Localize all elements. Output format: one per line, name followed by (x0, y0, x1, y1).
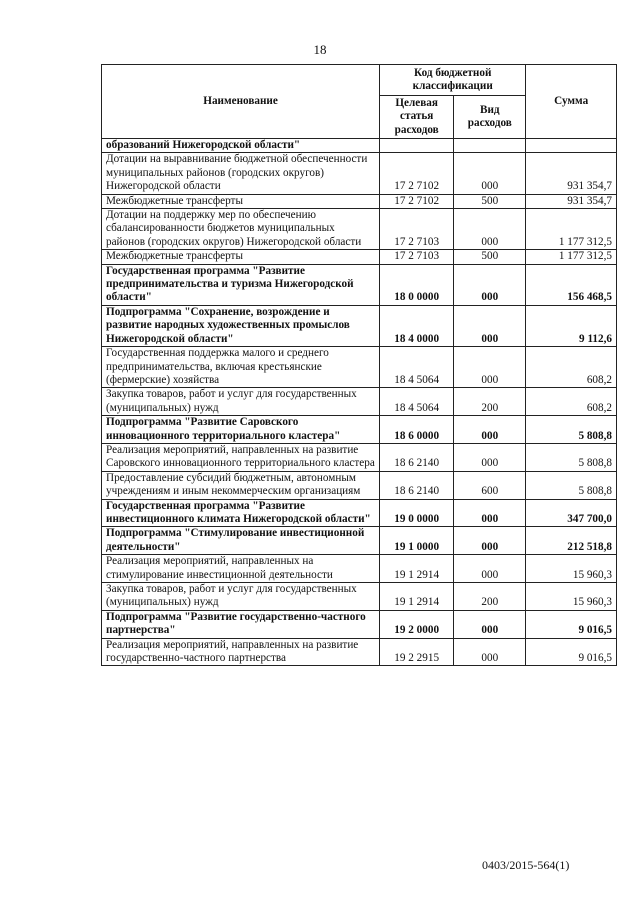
header-name: Наименование (102, 65, 380, 139)
row-target-article: 17 2 7103 (380, 250, 454, 264)
row-name: Подпрограмма "Развитие Саровского инновационного территориального кластера" (102, 416, 380, 444)
row-expense-type: 000 (454, 153, 526, 194)
row-name: Государственная программа "Развитие инвестиционного климата Нижегородской области" (102, 499, 380, 527)
header-expense-type: Вид расходов (454, 96, 526, 139)
row-name: Государственная поддержка малого и среднего предпринимательства, включая крестьянские (фермерские) хозяйства (102, 347, 380, 388)
row-expense-type: 500 (454, 250, 526, 264)
row-name: Дотации на выравнивание бюджетной обеспеченности муниципальных районов (городских округов) Нижегородской области (102, 153, 380, 194)
row-name: Подпрограмма "Стимулирование инвестиционной деятельности" (102, 527, 380, 555)
table-row (102, 638, 617, 666)
row-sum: 9 016,5 (526, 610, 617, 638)
row-target-article: 17 2 7103 (380, 209, 454, 250)
row-sum: 5 808,8 (526, 443, 617, 471)
row-target-article: 19 1 0000 (380, 527, 454, 555)
table-row (102, 583, 617, 611)
row-target-article: 19 2 2915 (380, 638, 454, 666)
table-row (102, 209, 617, 250)
row-name: Реализация мероприятий, направленных на стимулирование инвестиционной деятельности (102, 555, 380, 583)
page-number: 18 (313, 42, 327, 57)
header-code-group: Код бюджетной классификации (380, 65, 526, 96)
table-row (102, 139, 617, 153)
row-expense-type: 000 (454, 416, 526, 444)
header-target-article: Целевая статья расходов (380, 96, 454, 139)
table-row (102, 194, 617, 208)
row-sum: 9 016,5 (526, 638, 617, 666)
row-expense-type: 500 (454, 194, 526, 208)
row-expense-type: 200 (454, 583, 526, 611)
table-row (102, 443, 617, 471)
table-row (102, 499, 617, 527)
table-row (102, 471, 617, 499)
row-sum: 1 177 312,5 (526, 250, 617, 264)
row-target-article: 19 1 2914 (380, 583, 454, 611)
table-row (102, 250, 617, 264)
row-target-article: 19 0 0000 (380, 499, 454, 527)
header-row (102, 65, 617, 96)
row-name: Реализация мероприятий, направленных на развитие государственно-частного партнерства (102, 638, 380, 666)
row-sum: 931 354,7 (526, 194, 617, 208)
row-sum (526, 139, 617, 153)
row-name: Межбюджетные трансферты (102, 194, 380, 208)
row-target-article: 19 1 2914 (380, 555, 454, 583)
table-row (102, 527, 617, 555)
row-expense-type: 000 (454, 209, 526, 250)
row-target-article: 17 2 7102 (380, 153, 454, 194)
row-target-article: 17 2 7102 (380, 194, 454, 208)
row-expense-type: 600 (454, 471, 526, 499)
table-row (102, 388, 617, 416)
row-expense-type (454, 139, 526, 153)
row-sum: 608,2 (526, 347, 617, 388)
row-expense-type: 000 (454, 305, 526, 346)
row-target-article: 18 0 0000 (380, 264, 454, 305)
row-target-article: 18 4 0000 (380, 305, 454, 346)
row-name: Дотации на поддержку мер по обеспечению сбалансированности бюджетов муниципальных районов (городских округов) Нижегородской области (102, 209, 380, 250)
row-sum: 5 808,8 (526, 471, 617, 499)
row-expense-type: 000 (454, 499, 526, 527)
row-sum: 9 112,6 (526, 305, 617, 346)
budget-table (101, 64, 617, 666)
row-name: Предоставление субсидий бюджетным, автономным учреждениям и иным некоммерческим организациям (102, 471, 380, 499)
row-target-article: 18 6 0000 (380, 416, 454, 444)
row-target-article: 18 6 2140 (380, 471, 454, 499)
row-expense-type: 000 (454, 347, 526, 388)
row-sum: 15 960,3 (526, 583, 617, 611)
table-row (102, 416, 617, 444)
row-sum: 347 700,0 (526, 499, 617, 527)
row-sum: 1 177 312,5 (526, 209, 617, 250)
table-row (102, 153, 617, 194)
document-code: 0403/2015-564(1) (482, 858, 570, 872)
table-body (102, 139, 617, 666)
row-name: образований Нижегородской области" (102, 139, 380, 153)
header-sum: Сумма (526, 65, 617, 139)
row-name: Государственная программа "Развитие предпринимательства и туризма Нижегородской области" (102, 264, 380, 305)
row-expense-type: 200 (454, 388, 526, 416)
row-expense-type: 000 (454, 264, 526, 305)
row-expense-type: 000 (454, 610, 526, 638)
table-row (102, 305, 617, 346)
table-row (102, 264, 617, 305)
row-sum: 931 354,7 (526, 153, 617, 194)
row-name: Подпрограмма "Сохранение, возрождение и развитие народных художественных промыслов Нижегородской области" (102, 305, 380, 346)
row-sum: 156 468,5 (526, 264, 617, 305)
row-sum: 608,2 (526, 388, 617, 416)
table-row (102, 555, 617, 583)
row-target-article (380, 139, 454, 153)
row-target-article: 18 4 5064 (380, 388, 454, 416)
row-target-article: 18 4 5064 (380, 347, 454, 388)
row-expense-type: 000 (454, 555, 526, 583)
row-sum: 212 518,8 (526, 527, 617, 555)
row-sum: 5 808,8 (526, 416, 617, 444)
table-row (102, 347, 617, 388)
table-row (102, 610, 617, 638)
row-expense-type: 000 (454, 443, 526, 471)
row-name: Реализация мероприятий, направленных на развитие Саровского инновационного территориального кластера (102, 443, 380, 471)
row-target-article: 19 2 0000 (380, 610, 454, 638)
row-name: Подпрограмма "Развитие государственно-частного партнерства" (102, 610, 380, 638)
row-name: Закупка товаров, работ и услуг для государственных (муниципальных) нужд (102, 583, 380, 611)
row-expense-type: 000 (454, 638, 526, 666)
row-name: Закупка товаров, работ и услуг для государственных (муниципальных) нужд (102, 388, 380, 416)
row-name: Межбюджетные трансферты (102, 250, 380, 264)
row-sum: 15 960,3 (526, 555, 617, 583)
row-expense-type: 000 (454, 527, 526, 555)
row-target-article: 18 6 2140 (380, 443, 454, 471)
